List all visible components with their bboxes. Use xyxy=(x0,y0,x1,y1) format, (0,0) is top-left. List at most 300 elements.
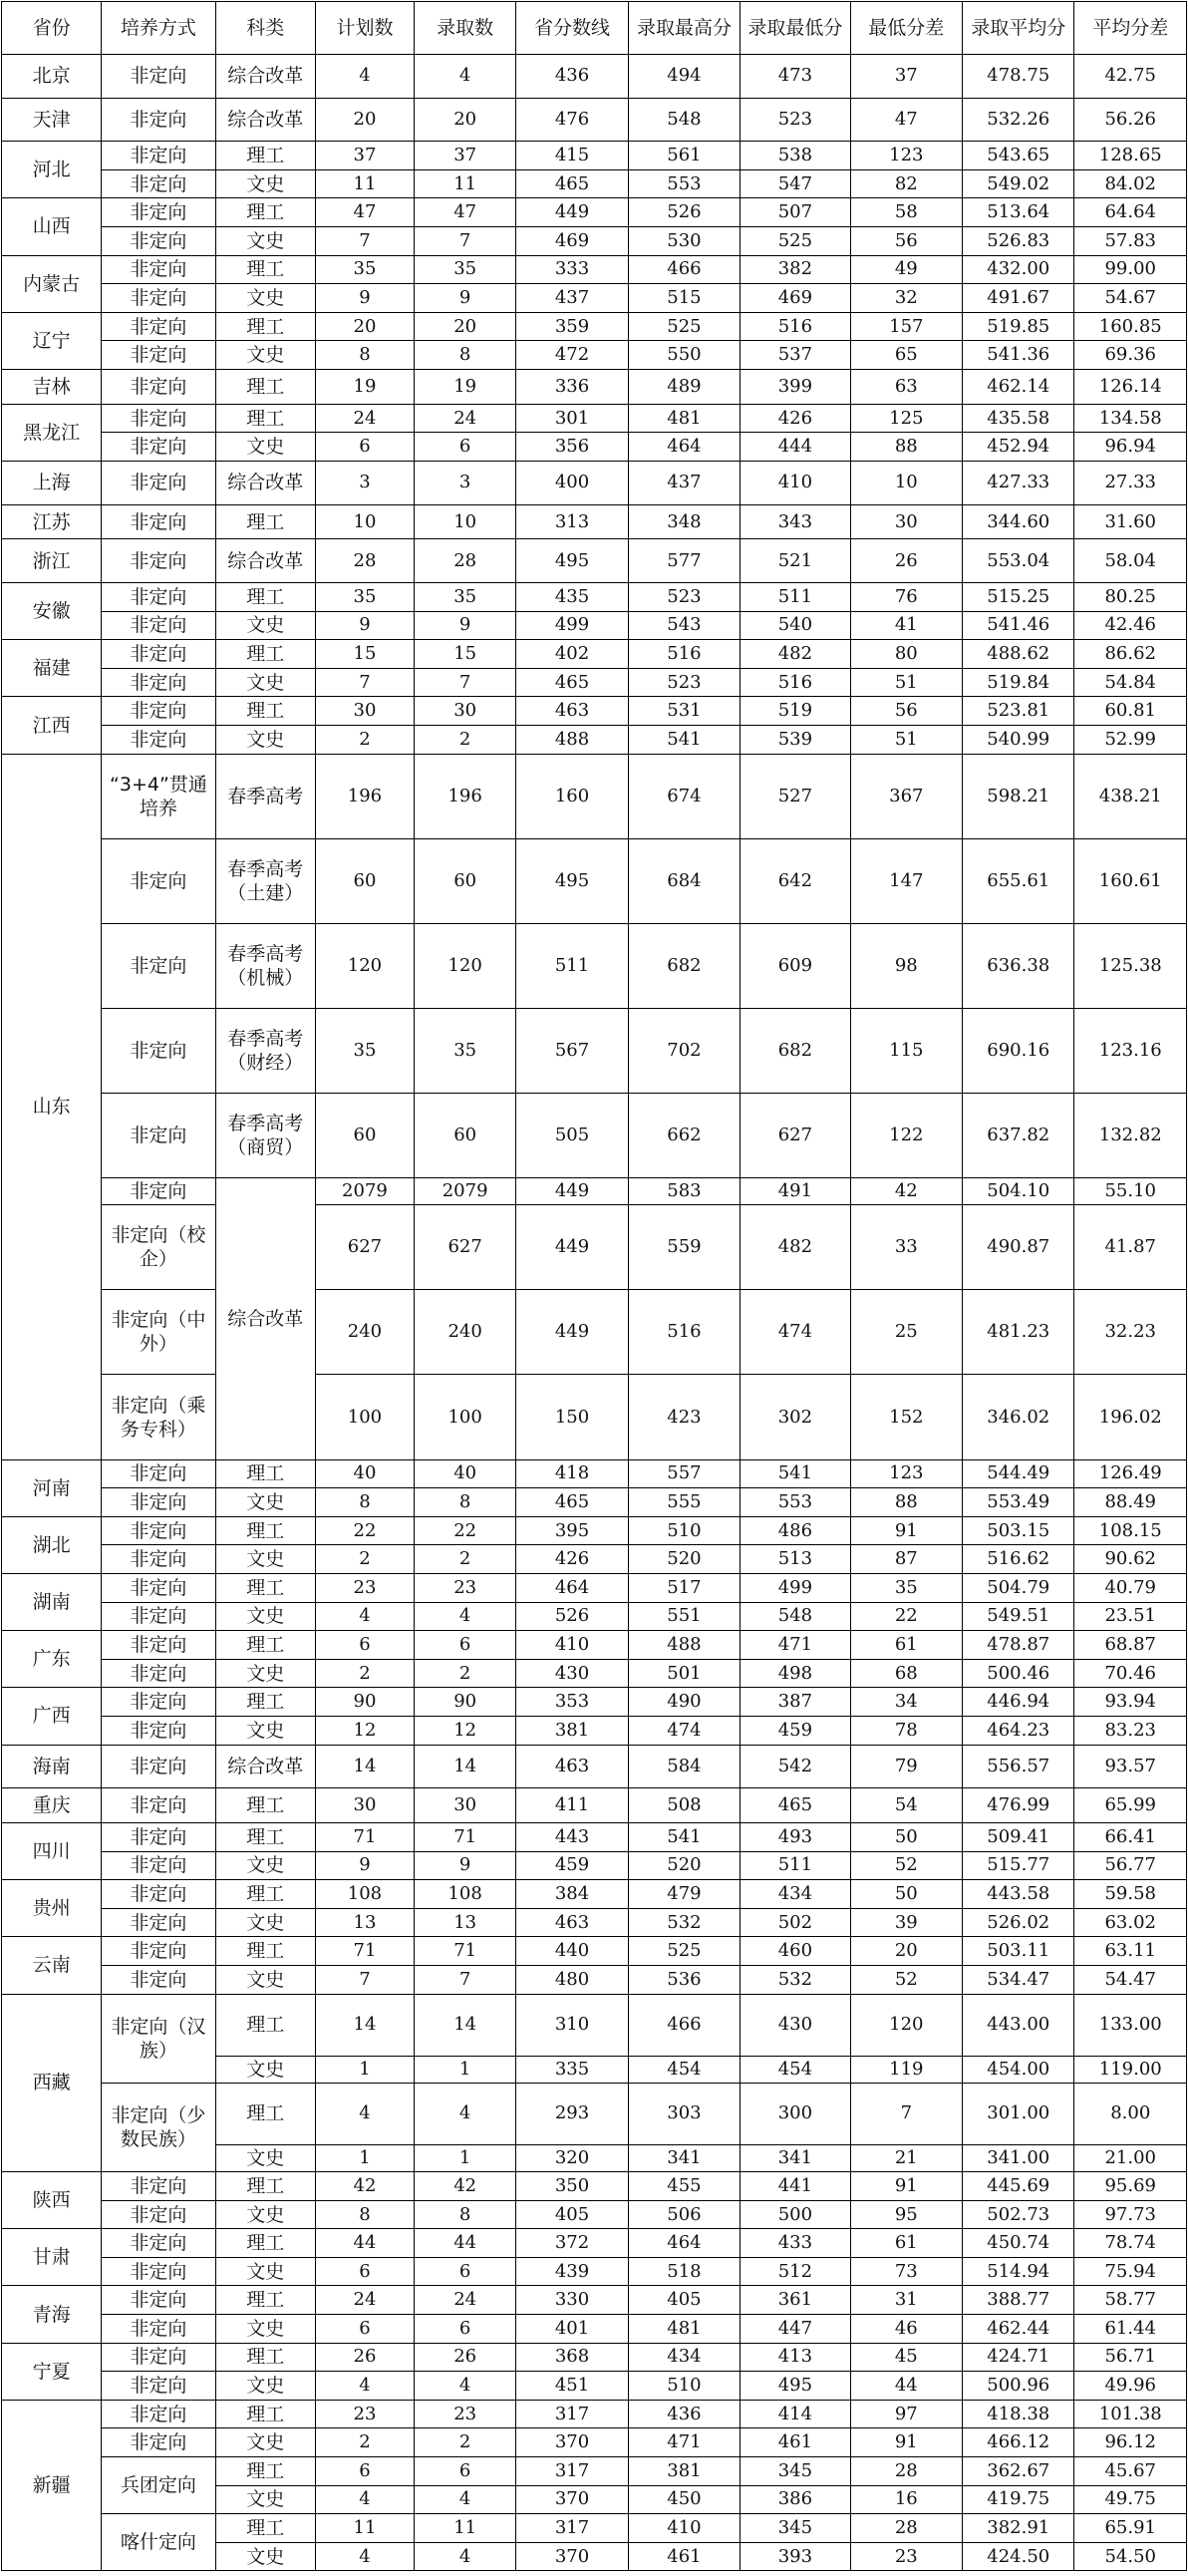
min-score-cell: 553 xyxy=(741,1488,850,1517)
min-score-cell: 447 xyxy=(741,2315,850,2344)
avg-diff-cell: 133.00 xyxy=(1074,1994,1187,2056)
province-cell: 四川 xyxy=(2,1823,102,1880)
category-cell: 文史 xyxy=(215,226,315,255)
min-score-cell: 513 xyxy=(741,1545,850,1574)
min-score-cell: 521 xyxy=(741,539,850,583)
plan-count-cell: 2 xyxy=(315,1659,414,1688)
training-mode-cell: 非定向 xyxy=(102,1716,216,1745)
training-mode-cell: 非定向 xyxy=(102,1631,216,1660)
training-mode-cell: 非定向 xyxy=(102,1937,216,1966)
province-cell: 北京 xyxy=(2,55,102,99)
plan-count-cell: 240 xyxy=(315,1290,414,1375)
plan-count-cell: 120 xyxy=(315,923,414,1008)
avg-diff-cell: 63.11 xyxy=(1074,1937,1187,1966)
avg-score-cell: 690.16 xyxy=(963,1009,1074,1094)
min-score-cell: 434 xyxy=(741,1880,850,1909)
min-score-cell: 512 xyxy=(741,2257,850,2286)
province-cell: 安徽 xyxy=(2,583,102,640)
plan-count-cell: 1 xyxy=(315,2056,414,2083)
training-mode-cell: 非定向 xyxy=(102,923,216,1008)
plan-count-cell: 12 xyxy=(315,1716,414,1745)
training-mode-cell: 非定向（汉族） xyxy=(102,1994,216,2083)
avg-score-cell: 516.62 xyxy=(963,1545,1074,1574)
min-score-cell: 300 xyxy=(741,2083,850,2144)
avg-score-cell: 655.61 xyxy=(963,838,1074,923)
min-diff-cell: 51 xyxy=(850,726,962,755)
plan-count-cell: 23 xyxy=(315,2400,414,2428)
province-line-cell: 463 xyxy=(516,1908,628,1937)
avg-score-cell: 454.00 xyxy=(963,2056,1074,2083)
table-body xyxy=(2,55,1187,2571)
table-row xyxy=(2,1375,1187,1459)
min-diff-cell: 115 xyxy=(850,1009,962,1094)
province-line-cell: 317 xyxy=(516,2400,628,2428)
max-score-cell: 488 xyxy=(628,1631,740,1660)
admitted-count-cell: 47 xyxy=(415,198,516,227)
training-mode-cell: 非定向 xyxy=(102,1009,216,1094)
province-cell: 新疆 xyxy=(2,2400,102,2571)
table-row xyxy=(2,198,1187,227)
table-row xyxy=(2,1880,1187,1909)
admitted-count-cell: 35 xyxy=(415,255,516,284)
min-diff-cell: 98 xyxy=(850,923,962,1008)
column-header: 计划数 xyxy=(315,2,414,55)
table-row xyxy=(2,2428,1187,2457)
avg-diff-cell: 54.47 xyxy=(1074,1965,1187,1994)
admitted-count-cell: 23 xyxy=(415,2400,516,2428)
category-cell: 文史 xyxy=(215,1488,315,1517)
admitted-count-cell: 2 xyxy=(415,2428,516,2457)
max-score-cell: 553 xyxy=(628,169,740,198)
min-score-cell: 539 xyxy=(741,726,850,755)
min-score-cell: 519 xyxy=(741,697,850,726)
avg-diff-cell: 49.96 xyxy=(1074,2372,1187,2401)
category-cell: 理工 xyxy=(215,2083,315,2144)
province-cell: 浙江 xyxy=(2,539,102,583)
category-cell: 文史 xyxy=(215,2145,315,2172)
province-cell: 青海 xyxy=(2,2286,102,2343)
province-line-cell: 465 xyxy=(516,169,628,198)
table-row xyxy=(2,312,1187,341)
plan-count-cell: 37 xyxy=(315,142,414,170)
province-line-cell: 350 xyxy=(516,2172,628,2201)
training-mode-cell: 非定向 xyxy=(102,697,216,726)
max-score-cell: 450 xyxy=(628,2485,740,2514)
training-mode-cell: 非定向 xyxy=(102,1823,216,1852)
avg-score-cell: 432.00 xyxy=(963,255,1074,284)
training-mode-cell: 非定向 xyxy=(102,668,216,697)
min-score-cell: 499 xyxy=(741,1573,850,1602)
avg-score-cell: 446.94 xyxy=(963,1688,1074,1717)
plan-count-cell: 20 xyxy=(315,98,414,142)
avg-diff-cell: 93.57 xyxy=(1074,1745,1187,1788)
max-score-cell: 466 xyxy=(628,255,740,284)
plan-count-cell: 42 xyxy=(315,2172,414,2201)
province-line-cell: 401 xyxy=(516,2315,628,2344)
min-score-cell: 482 xyxy=(741,640,850,669)
category-cell: 理工 xyxy=(215,1688,315,1717)
avg-diff-cell: 23.51 xyxy=(1074,1602,1187,1631)
province-line-cell: 449 xyxy=(516,198,628,227)
min-diff-cell: 25 xyxy=(850,1290,962,1375)
min-score-cell: 511 xyxy=(741,583,850,612)
min-score-cell: 345 xyxy=(741,2457,850,2486)
admitted-count-cell: 20 xyxy=(415,312,516,341)
admitted-count-cell: 24 xyxy=(415,2286,516,2315)
plan-count-cell: 26 xyxy=(315,2343,414,2372)
plan-count-cell: 2 xyxy=(315,726,414,755)
max-score-cell: 434 xyxy=(628,2343,740,2372)
category-cell: 理工 xyxy=(215,583,315,612)
avg-score-cell: 543.65 xyxy=(963,142,1074,170)
min-score-cell: 382 xyxy=(741,255,850,284)
min-diff-cell: 61 xyxy=(850,2229,962,2258)
avg-score-cell: 541.36 xyxy=(963,341,1074,370)
province-line-cell: 313 xyxy=(516,504,628,539)
category-cell: 理工 xyxy=(215,2400,315,2428)
training-mode-cell: 非定向 xyxy=(102,1516,216,1545)
province-cell: 山东 xyxy=(2,754,102,1459)
table-row xyxy=(2,1851,1187,1880)
admitted-count-cell: 12 xyxy=(415,1716,516,1745)
avg-score-cell: 464.23 xyxy=(963,1716,1074,1745)
max-score-cell: 410 xyxy=(628,2514,740,2543)
category-cell: 文史 xyxy=(215,2542,315,2571)
training-mode-cell: 非定向 xyxy=(102,2400,216,2428)
province-line-cell: 359 xyxy=(516,312,628,341)
admitted-count-cell: 20 xyxy=(415,98,516,142)
category-cell: 春季高考（机械） xyxy=(215,923,315,1008)
admitted-count-cell: 30 xyxy=(415,697,516,726)
category-cell: 文史 xyxy=(215,611,315,640)
plan-count-cell: 40 xyxy=(315,1459,414,1488)
avg-score-cell: 540.99 xyxy=(963,726,1074,755)
max-score-cell: 461 xyxy=(628,2542,740,2571)
min-diff-cell: 119 xyxy=(850,2056,962,2083)
table-row xyxy=(2,462,1187,505)
admitted-count-cell: 4 xyxy=(415,2485,516,2514)
avg-diff-cell: 65.99 xyxy=(1074,1788,1187,1823)
category-cell: 文史 xyxy=(215,2056,315,2083)
avg-score-cell: 346.02 xyxy=(963,1375,1074,1459)
avg-diff-cell: 56.26 xyxy=(1074,98,1187,142)
admitted-count-cell: 35 xyxy=(415,583,516,612)
admitted-count-cell: 1 xyxy=(415,2056,516,2083)
max-score-cell: 543 xyxy=(628,611,740,640)
province-line-cell: 370 xyxy=(516,2485,628,2514)
max-score-cell: 532 xyxy=(628,1908,740,1937)
province-line-cell: 335 xyxy=(516,2056,628,2083)
province-line-cell: 443 xyxy=(516,1823,628,1852)
avg-diff-cell: 128.65 xyxy=(1074,142,1187,170)
avg-score-cell: 462.44 xyxy=(963,2315,1074,2344)
max-score-cell: 530 xyxy=(628,226,740,255)
training-mode-cell: 非定向 xyxy=(102,169,216,198)
avg-score-cell: 382.91 xyxy=(963,2514,1074,2543)
category-cell: 理工 xyxy=(215,2286,315,2315)
min-score-cell: 387 xyxy=(741,1688,850,1717)
min-score-cell: 361 xyxy=(741,2286,850,2315)
min-score-cell: 532 xyxy=(741,1965,850,1994)
table-row xyxy=(2,697,1187,726)
avg-diff-cell: 83.23 xyxy=(1074,1716,1187,1745)
training-mode-cell: 非定向 xyxy=(102,312,216,341)
category-cell: 理工 xyxy=(215,2457,315,2486)
admitted-count-cell: 90 xyxy=(415,1688,516,1717)
table-row xyxy=(2,2286,1187,2315)
min-score-cell: 482 xyxy=(741,1205,850,1290)
max-score-cell: 510 xyxy=(628,2372,740,2401)
province-cell: 云南 xyxy=(2,1937,102,1994)
province-line-cell: 317 xyxy=(516,2457,628,2486)
avg-diff-cell: 54.50 xyxy=(1074,2542,1187,2571)
training-mode-cell: 非定向 xyxy=(102,1880,216,1909)
training-mode-cell: 非定向 xyxy=(102,341,216,370)
province-line-cell: 402 xyxy=(516,640,628,669)
min-score-cell: 511 xyxy=(741,1851,850,1880)
min-diff-cell: 78 xyxy=(850,1716,962,1745)
min-score-cell: 459 xyxy=(741,1716,850,1745)
plan-count-cell: 28 xyxy=(315,539,414,583)
category-cell: 文史 xyxy=(215,726,315,755)
min-diff-cell: 26 xyxy=(850,539,962,583)
admitted-count-cell: 44 xyxy=(415,2229,516,2258)
min-diff-cell: 35 xyxy=(850,1573,962,1602)
avg-diff-cell: 42.75 xyxy=(1074,55,1187,99)
plan-count-cell: 60 xyxy=(315,838,414,923)
min-diff-cell: 88 xyxy=(850,1488,962,1517)
min-diff-cell: 46 xyxy=(850,2315,962,2344)
min-score-cell: 473 xyxy=(741,55,850,99)
plan-count-cell: 10 xyxy=(315,504,414,539)
plan-count-cell: 7 xyxy=(315,668,414,697)
avg-score-cell: 341.00 xyxy=(963,2145,1074,2172)
training-mode-cell: 非定向 xyxy=(102,2172,216,2201)
table-row xyxy=(2,226,1187,255)
min-diff-cell: 54 xyxy=(850,1788,962,1823)
table-row xyxy=(2,2400,1187,2428)
province-line-cell: 372 xyxy=(516,2229,628,2258)
plan-count-cell: 71 xyxy=(315,1937,414,1966)
avg-score-cell: 549.02 xyxy=(963,169,1074,198)
avg-diff-cell: 88.49 xyxy=(1074,1488,1187,1517)
min-score-cell: 393 xyxy=(741,2542,850,2571)
plan-count-cell: 13 xyxy=(315,1908,414,1937)
province-cell: 黑龙江 xyxy=(2,404,102,461)
admitted-count-cell: 8 xyxy=(415,1488,516,1517)
avg-score-cell: 503.11 xyxy=(963,1937,1074,1966)
province-line-cell: 150 xyxy=(516,1375,628,1459)
min-diff-cell: 51 xyxy=(850,668,962,697)
table-row xyxy=(2,1459,1187,1488)
training-mode-cell: 非定向 xyxy=(102,838,216,923)
province-line-cell: 368 xyxy=(516,2343,628,2372)
max-score-cell: 455 xyxy=(628,2172,740,2201)
training-mode-cell: 兵团定向 xyxy=(102,2457,216,2514)
min-score-cell: 413 xyxy=(741,2343,850,2372)
category-cell: 理工 xyxy=(215,142,315,170)
admitted-count-cell: 26 xyxy=(415,2343,516,2372)
province-line-cell: 464 xyxy=(516,1573,628,1602)
min-diff-cell: 73 xyxy=(850,2257,962,2286)
training-mode-cell: 非定向 xyxy=(102,2315,216,2344)
avg-diff-cell: 101.38 xyxy=(1074,2400,1187,2428)
plan-count-cell: 2079 xyxy=(315,1178,414,1205)
admitted-count-cell: 7 xyxy=(415,226,516,255)
plan-count-cell: 35 xyxy=(315,1009,414,1094)
category-cell: 文史 xyxy=(215,2315,315,2344)
training-mode-cell: 非定向 xyxy=(102,2200,216,2229)
training-mode-cell: 非定向（校企） xyxy=(102,1205,216,1290)
avg-diff-cell: 68.87 xyxy=(1074,1631,1187,1660)
province-cell: 吉林 xyxy=(2,369,102,404)
min-score-cell: 302 xyxy=(741,1375,850,1459)
avg-diff-cell: 60.81 xyxy=(1074,697,1187,726)
min-score-cell: 471 xyxy=(741,1631,850,1660)
training-mode-cell: 非定向 xyxy=(102,226,216,255)
admitted-count-cell: 7 xyxy=(415,1965,516,1994)
table-row xyxy=(2,504,1187,539)
avg-score-cell: 541.46 xyxy=(963,611,1074,640)
admitted-count-cell: 10 xyxy=(415,504,516,539)
admitted-count-cell: 100 xyxy=(415,1375,516,1459)
avg-score-cell: 481.23 xyxy=(963,1290,1074,1375)
max-score-cell: 490 xyxy=(628,1688,740,1717)
admitted-count-cell: 8 xyxy=(415,2200,516,2229)
max-score-cell: 437 xyxy=(628,462,740,505)
plan-count-cell: 20 xyxy=(315,312,414,341)
column-header: 录取平均分 xyxy=(963,2,1074,55)
province-cell: 宁夏 xyxy=(2,2343,102,2400)
province-line-cell: 463 xyxy=(516,697,628,726)
max-score-cell: 481 xyxy=(628,2315,740,2344)
province-cell: 内蒙古 xyxy=(2,255,102,312)
training-mode-cell: 非定向 xyxy=(102,98,216,142)
avg-score-cell: 490.87 xyxy=(963,1205,1074,1290)
province-line-cell: 449 xyxy=(516,1205,628,1290)
min-score-cell: 491 xyxy=(741,1178,850,1205)
max-score-cell: 508 xyxy=(628,1788,740,1823)
province-line-cell: 333 xyxy=(516,255,628,284)
min-diff-cell: 58 xyxy=(850,198,962,227)
avg-score-cell: 418.38 xyxy=(963,2400,1074,2428)
plan-count-cell: 4 xyxy=(315,55,414,99)
category-cell: 综合改革 xyxy=(215,55,315,99)
table-row xyxy=(2,2315,1187,2344)
min-diff-cell: 91 xyxy=(850,1516,962,1545)
plan-count-cell: 4 xyxy=(315,2372,414,2401)
max-score-cell: 471 xyxy=(628,2428,740,2457)
table-row xyxy=(2,404,1187,433)
header-row xyxy=(2,2,1187,55)
column-header: 录取最高分 xyxy=(628,2,740,55)
max-score-cell: 464 xyxy=(628,2229,740,2258)
province-cell: 甘肃 xyxy=(2,2229,102,2286)
plan-count-cell: 14 xyxy=(315,1994,414,2056)
plan-count-cell: 24 xyxy=(315,404,414,433)
avg-diff-cell: 99.00 xyxy=(1074,255,1187,284)
table-row xyxy=(2,2229,1187,2258)
province-cell: 海南 xyxy=(2,1745,102,1788)
column-header: 录取最低分 xyxy=(741,2,850,55)
training-mode-cell: 非定向 xyxy=(102,1602,216,1631)
avg-score-cell: 301.00 xyxy=(963,2083,1074,2144)
province-cell: 上海 xyxy=(2,462,102,505)
max-score-cell: 341 xyxy=(628,2145,740,2172)
province-line-cell: 370 xyxy=(516,2542,628,2571)
training-mode-cell: 非定向 xyxy=(102,2229,216,2258)
min-diff-cell: 120 xyxy=(850,1994,962,2056)
plan-count-cell: 1 xyxy=(315,2145,414,2172)
table-row xyxy=(2,1516,1187,1545)
column-header: 录取数 xyxy=(415,2,516,55)
province-cell: 陕西 xyxy=(2,2172,102,2229)
training-mode-cell: 非定向 xyxy=(102,198,216,227)
province-line-cell: 160 xyxy=(516,754,628,838)
min-score-cell: 525 xyxy=(741,226,850,255)
avg-diff-cell: 126.14 xyxy=(1074,369,1187,404)
avg-score-cell: 503.15 xyxy=(963,1516,1074,1545)
max-score-cell: 550 xyxy=(628,341,740,370)
province-cell: 江苏 xyxy=(2,504,102,539)
admitted-count-cell: 196 xyxy=(415,754,516,838)
column-header: 省分数线 xyxy=(516,2,628,55)
avg-diff-cell: 42.46 xyxy=(1074,611,1187,640)
avg-diff-cell: 59.58 xyxy=(1074,1880,1187,1909)
training-mode-cell: 非定向 xyxy=(102,640,216,669)
min-score-cell: 541 xyxy=(741,1459,850,1488)
province-line-cell: 511 xyxy=(516,923,628,1008)
table-row xyxy=(2,1908,1187,1937)
avg-score-cell: 598.21 xyxy=(963,754,1074,838)
province-line-cell: 465 xyxy=(516,668,628,697)
category-cell: 理工 xyxy=(215,2514,315,2543)
plan-count-cell: 24 xyxy=(315,2286,414,2315)
avg-score-cell: 491.67 xyxy=(963,284,1074,313)
category-cell: 文史 xyxy=(215,2200,315,2229)
province-line-cell: 469 xyxy=(516,226,628,255)
min-score-cell: 548 xyxy=(741,1602,850,1631)
max-score-cell: 525 xyxy=(628,312,740,341)
table-row xyxy=(2,2514,1187,2543)
category-cell: 文史 xyxy=(215,433,315,462)
admitted-count-cell: 24 xyxy=(415,404,516,433)
province-line-cell: 440 xyxy=(516,1937,628,1966)
province-line-cell: 336 xyxy=(516,369,628,404)
admitted-count-cell: 7 xyxy=(415,668,516,697)
max-score-cell: 516 xyxy=(628,640,740,669)
avg-diff-cell: 196.02 xyxy=(1074,1375,1187,1459)
min-score-cell: 345 xyxy=(741,2514,850,2543)
admitted-count-cell: 6 xyxy=(415,2315,516,2344)
max-score-cell: 510 xyxy=(628,1516,740,1545)
max-score-cell: 423 xyxy=(628,1375,740,1459)
province-cell: 西藏 xyxy=(2,1994,102,2172)
avg-diff-cell: 160.85 xyxy=(1074,312,1187,341)
min-diff-cell: 20 xyxy=(850,1937,962,1966)
category-cell: 理工 xyxy=(215,697,315,726)
min-score-cell: 527 xyxy=(741,754,850,838)
avg-diff-cell: 55.10 xyxy=(1074,1178,1187,1205)
min-score-cell: 538 xyxy=(741,142,850,170)
plan-count-cell: 3 xyxy=(315,462,414,505)
avg-score-cell: 443.00 xyxy=(963,1994,1074,2056)
plan-count-cell: 30 xyxy=(315,697,414,726)
province-line-cell: 449 xyxy=(516,1178,628,1205)
province-cell: 辽宁 xyxy=(2,312,102,369)
table-row xyxy=(2,1716,1187,1745)
training-mode-cell: 非定向 xyxy=(102,433,216,462)
